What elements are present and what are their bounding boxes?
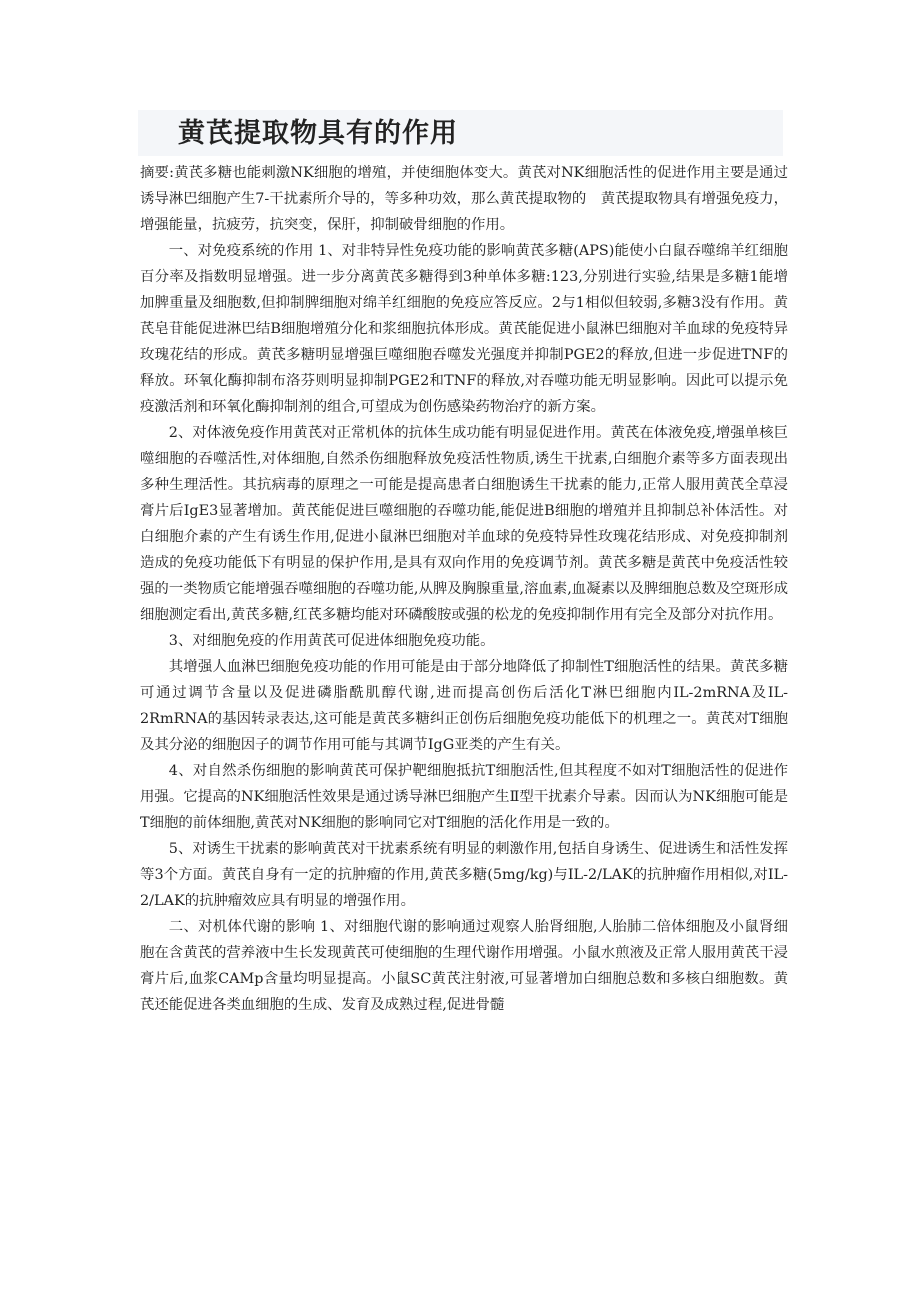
abstract-paragraph: 摘要:黄芪多糖也能刺激NK细胞的增殖，并使细胞体变大。黄芪对NK细胞活性的促进作用主要是通过诱导淋巴细胞产生7-干扰素所介导的，等多种功效，那么黄芪提取物的 黄芪提取物具有增强免疫力，增强能量，抗疲劳，抗突变，保肝，抑制破骨细胞的作用。	[140, 165, 788, 233]
paragraph-nk-cells: 4、对自然杀伤细胞的影响黄芪可保护靶细胞抵抗T细胞活性,但其程度不如对T细胞活性的促进作用强。它提高的NK细胞活性效果是通过诱导淋巴细胞产生Ⅱ型干扰素介导素。因而认为NK细胞可能是T细胞的前体细胞,黄芪对NK细胞的影响同它对T细胞的活化作用是一致的。	[140, 763, 788, 831]
paragraph-immune-system: 一、对免疫系统的作用 1、对非特异性免疫功能的影响黄芪多糖(APS)能使小白鼠吞噬绵羊红细胞百分率及指数明显增强。进一步分离黄芪多糖得到3种单体多糖:123,分别进行实验,结果是多糖1能增加脾重量及细胞数,但抑制脾细胞对绵羊红细胞的免疫应答反应。2与1相似但较弱,多糖3没有作用。黄芪皂苷能促进淋巴结B细胞增殖分化和浆细胞抗体形成。黄芪能促进小鼠淋巴细胞对羊血球的免疫特异玫瑰花结的形成。黄芪多糖明显增强巨噬细胞吞噬发光强度并抑制PGE2的释放,但进一步促进TNF的释放。环氧化酶抑制布洛芬则明显抑制PGE2和TNF的释放,对吞噬功能无明显影响。因此可以提示免疫激活剂和环氧化酶抑制剂的组合,可望成为创伤感染药物治疗的新方案。	[140, 243, 788, 415]
paragraph-cellular-immunity-heading: 3、对细胞免疫的作用黄芪可促进体细胞免疫功能。	[168, 633, 495, 649]
paragraph-humoral-immunity: 2、对体液免疫作用黄芪对正常机体的抗体生成功能有明显促进作用。黄芪在体液免疫,增强单核巨噬细胞的吞噬活性,对体细胞,自然杀伤细胞释放免疫活性物质,诱生干扰素,白细胞介素等多方面表现出多种生理活性。其抗病毒的原理之一可能是提高患者白细胞诱生干扰素的能力,正常人服用黄芪全草浸膏片后IgE3显著增加。黄芪能促进巨噬细胞的吞噬功能,能促进B细胞的增殖并且抑制总补体活性。对白细胞介素的产生有诱生作用,促进小鼠淋巴细胞对羊血球的免疫特异性玫瑰花结形成、对免疫抑制剂造成的免疫功能低下有明显的保护作用,是具有双向作用的免疫调节剂。黄芪多糖是黄芪中免疫活性较强的一类物质它能增强吞噬细胞的吞噬功能,从脾及胸腺重量,溶血素,血凝素以及脾细胞总数及空斑形成细胞测定看出,黄芪多糖,红芪多糖均能对环磷酸胺或强的松龙的免疫抑制作用有完全及部分对抗作用。	[140, 425, 788, 623]
paragraph-metabolism: 二、对机体代谢的影响 1、对细胞代谢的影响通过观察人胎肾细胞,人胎肺二倍体细胞及小鼠肾细胞在含黄芪的营养液中生长发现黄芪可使细胞的生理代谢作用增强。小鼠水煎液及正常人服用黄芪干浸膏片后,血浆CAMp含量均明显提高。小鼠SC黄芪注射液,可显著增加白细胞总数和多核白细胞数。黄芪还能促进各类血细胞的生成、发育及成熟过程,促进骨髓	[140, 919, 788, 1013]
document-title: 黄芪提取物具有的作用	[178, 118, 458, 149]
paragraph-lymphocyte-function: 其增强人血淋巴细胞免疫功能的作用可能是由于部分地降低了抑制性T细胞活性的结果。黄芪多糖可通过调节含量以及促进磷脂酰肌醇代谢,进而提高创伤后活化T淋巴细胞内IL-2mRNA及IL-2RmRNA的基因转录表达,这可能是黄芪多糖纠正创伤后细胞免疫功能低下的机理之一。黄芪对T细胞及其分泌的细胞因子的调节作用可能与其调节IgG亚类的产生有关。	[140, 659, 788, 753]
paragraph-interferon: 5、对诱生干扰素的影响黄芪对干扰素系统有明显的刺激作用,包括自身诱生、促进诱生和活性发挥等3个方面。黄芪自身有一定的抗肿瘤的作用,黄芪多糖(5mg/kg)与IL-2/LAK的抗肿瘤作用相似,对IL-2/LAK的抗肿瘤效应具有明显的增强作用。	[140, 841, 788, 909]
document-body	[140, 160, 788, 1018]
